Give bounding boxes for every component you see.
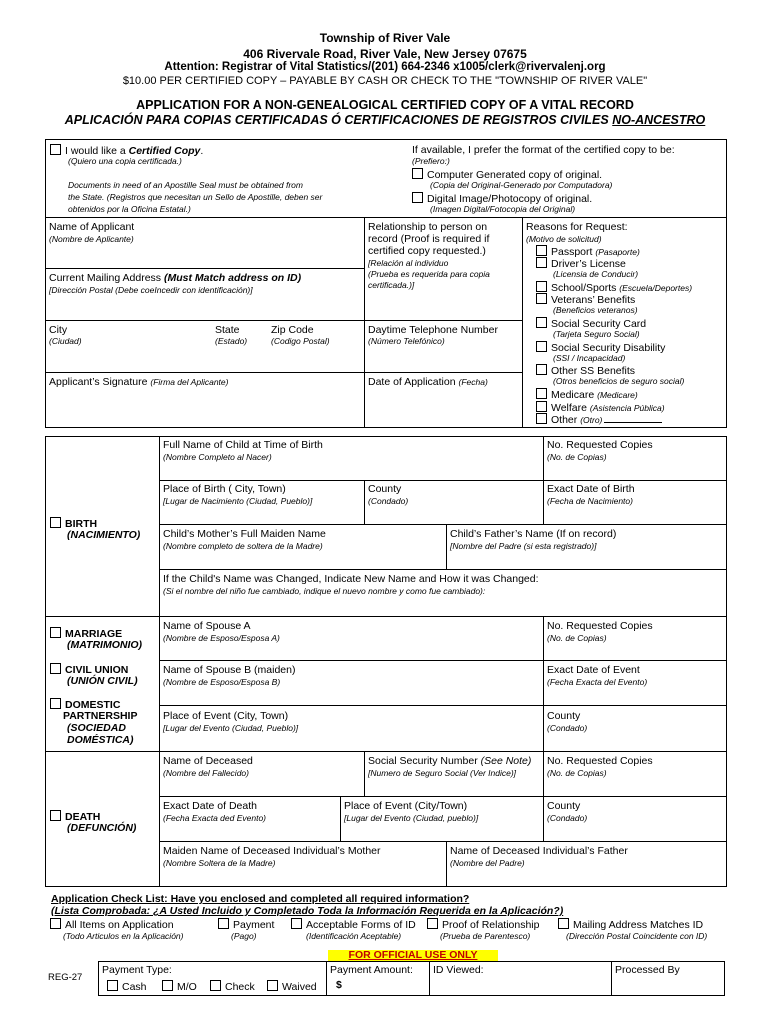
spouse-a-label: Name of Spouse A bbox=[163, 620, 251, 632]
welfare-checkbox[interactable] bbox=[536, 401, 547, 412]
deceased-father-field[interactable] bbox=[450, 870, 723, 884]
deceased-father-es: (Nombre del Padre) bbox=[450, 858, 525, 868]
phone-label: Daytime Telephone Number bbox=[368, 324, 498, 336]
official-use-banner: FOR OFFICIAL USE ONLY bbox=[328, 950, 498, 961]
father-name-field[interactable] bbox=[450, 553, 723, 567]
reason-other-ss-es: (Otros beneficios de seguro social) bbox=[553, 376, 685, 386]
checklist-title-es: (Lista Comprobada: ¿A Usted Incluido y Completado Toda la Información Requerida en la Aplicación?) bbox=[51, 905, 564, 917]
city-state-zip-field[interactable] bbox=[49, 349, 361, 370]
name-change-label: If the Child's Name was Changed, Indicate New Name and How it was Changed: bbox=[163, 573, 539, 585]
birth-copies-field[interactable] bbox=[547, 464, 723, 478]
check-proof[interactable]: Proof of Relationship bbox=[427, 918, 539, 931]
reason-ss-card-es: (Tarjeta Seguro Social) bbox=[553, 329, 640, 339]
death-county-es: (Condado) bbox=[547, 813, 588, 823]
reason-veterans[interactable]: Veterans’ Benefits bbox=[536, 293, 635, 306]
death-date-field[interactable] bbox=[163, 825, 336, 839]
all-items-checkbox[interactable] bbox=[50, 918, 61, 929]
apostille-note-3: obtenidos por la Oficina Estatal.) bbox=[68, 204, 191, 214]
mother-name-label: Child’s Mother’s Full Maiden Name bbox=[163, 528, 326, 540]
birth-county-es: (Condado) bbox=[368, 496, 409, 506]
birth-date-label: Exact Date of Birth bbox=[547, 483, 635, 495]
check-mailing-es: (Dirección Postal Coincidente con ID) bbox=[566, 931, 708, 941]
waived-checkbox[interactable] bbox=[267, 980, 278, 991]
form-title-es: APLICACIÓN PARA COPIAS CERTIFICADAS Ó CERTIFICACIONES DE REGISTROS CIVILES NO-ANCESTRO bbox=[64, 113, 706, 127]
birth-place-es: [Lugar de Nacimiento (Ciudad, Pueblo)] bbox=[163, 496, 313, 506]
death-place-es: [Lugar del Evento (Ciudad, pueblo)] bbox=[344, 813, 479, 823]
birth-county-field[interactable] bbox=[368, 508, 539, 522]
mailing-address-es: [Dirección Postal (Debe coeIncedir con identificación)] bbox=[49, 285, 253, 295]
event-place-es: [Lugar del Evento (Ciudad, Pueblo)] bbox=[163, 723, 299, 733]
reason-school-sports[interactable]: School/Sports (Escuela/Deportes) bbox=[536, 281, 692, 294]
death-copies-label: No. Requested Copies bbox=[547, 755, 653, 767]
passport-checkbox[interactable] bbox=[536, 245, 547, 256]
death-copies-field[interactable] bbox=[547, 780, 723, 794]
check-id-es: (Identificación Aceptable) bbox=[306, 931, 402, 941]
other-checkbox[interactable] bbox=[536, 413, 547, 424]
computer-copy-es: (Copia del Original-Generado por Computadora) bbox=[430, 180, 613, 190]
reasons-title-es: (Motivo de solicitud) bbox=[526, 234, 602, 244]
payment-check[interactable]: Check bbox=[210, 980, 255, 993]
spouse-b-field[interactable] bbox=[163, 689, 539, 703]
father-name-label: Child’s Father’s Name (If on record) bbox=[450, 528, 617, 540]
deceased-name-label: Name of Deceased bbox=[163, 755, 253, 767]
mother-name-es: (Nombre completo de soltera de la Madre) bbox=[163, 541, 323, 551]
death-option[interactable]: DEATH bbox=[50, 810, 100, 823]
apostille-note-1: Documents in need of an Apostille Seal must be obtained from bbox=[68, 180, 303, 190]
marriage-copies-es: (No. de Copias) bbox=[547, 633, 607, 643]
ssn-es: [Numero de Seguro Social (Ver Indice)] bbox=[368, 768, 517, 778]
check-all-items[interactable]: All Items on Application bbox=[50, 918, 174, 931]
domestic-label-es: (SOCIEDAD bbox=[67, 722, 126, 734]
certified-copy-option[interactable]: I would like a Certified Copy. bbox=[50, 144, 203, 157]
domestic-partnership-checkbox[interactable] bbox=[50, 698, 61, 709]
name-change-es: (Si el nombre del niño fue cambiado, indique el nuevo nombre y como fue cambiado): bbox=[163, 586, 486, 596]
birth-place-field[interactable] bbox=[163, 508, 360, 522]
reason-passport[interactable]: Passport (Pasaporte) bbox=[536, 245, 640, 258]
birth-place-label: Place of Birth ( City, Town) bbox=[163, 483, 286, 495]
ssn-label: Social Security Number (See Note) bbox=[368, 755, 532, 767]
spouse-b-label: Name of Spouse B (maiden) bbox=[163, 664, 296, 676]
death-place-field[interactable] bbox=[344, 825, 539, 839]
fee-line: $10.00 PER CERTIFIED COPY – PAYABLE BY CASH OR CHECK TO THE "TOWNSHIP OF RIVER VALE" bbox=[122, 75, 648, 87]
deceased-mother-label: Maiden Name of Deceased Individual’s Mother bbox=[163, 845, 381, 857]
reason-welfare[interactable]: Welfare (Asistencia Pública) bbox=[536, 401, 665, 414]
computer-copy-option[interactable]: Computer Generated copy of original. bbox=[412, 168, 602, 181]
birth-date-es: (Fecha de Nacimiento) bbox=[547, 496, 633, 506]
dollar-sign: $ bbox=[336, 979, 342, 991]
birth-date-field[interactable] bbox=[547, 508, 723, 522]
deceased-father-label: Name of Deceased Individual’s Father bbox=[450, 845, 628, 857]
ss-card-checkbox[interactable] bbox=[536, 317, 547, 328]
drivers-license-checkbox[interactable] bbox=[536, 257, 547, 268]
payment-amount-label: Payment Amount: bbox=[330, 964, 413, 976]
format-preference-es: (Prefiero:) bbox=[412, 156, 450, 166]
proof-relationship-checkbox[interactable] bbox=[427, 918, 438, 929]
event-date-label: Exact Date of Event bbox=[547, 664, 640, 676]
form-number: REG-27 bbox=[48, 972, 83, 983]
check-id[interactable]: Acceptable Forms of ID bbox=[291, 918, 416, 931]
civil-union-label-es: (UNIÓN CIVIL) bbox=[67, 675, 138, 687]
birth-copies-label: No. Requested Copies bbox=[547, 439, 653, 451]
signature-field[interactable] bbox=[49, 390, 361, 425]
township-name: Township of River Vale bbox=[319, 31, 451, 45]
check-mailing[interactable]: Mailing Address Matches ID bbox=[558, 918, 703, 931]
marriage-copies-field[interactable] bbox=[547, 645, 723, 658]
spouse-a-field[interactable] bbox=[163, 645, 539, 658]
marriage-label-es: (MATRIMONIO) bbox=[67, 639, 143, 651]
application-date-label: Date of Application (Fecha) bbox=[368, 376, 488, 388]
certified-copy-checkbox[interactable] bbox=[50, 144, 61, 155]
deceased-name-field[interactable] bbox=[163, 780, 360, 794]
reason-other[interactable]: Other (Otro) bbox=[536, 413, 662, 426]
applicant-name-field[interactable] bbox=[49, 246, 361, 266]
event-date-es: (Fecha Exacta del Evento) bbox=[547, 677, 648, 687]
reasons-title: Reasons for Request: bbox=[526, 221, 628, 233]
event-place-field[interactable] bbox=[163, 735, 539, 749]
marriage-county-label: County bbox=[547, 710, 581, 722]
deceased-name-es: (Nombre del Fallecido) bbox=[163, 768, 249, 778]
child-name-label: Full Name of Child at Time of Birth bbox=[163, 439, 323, 451]
state-es: (Estado) bbox=[215, 336, 248, 346]
mother-name-field[interactable] bbox=[163, 553, 442, 567]
domestic-partnership-option[interactable]: DOMESTIC bbox=[50, 698, 120, 711]
reason-ss-disability-es: (SSI / Incapacidad) bbox=[553, 353, 626, 363]
birth-checkbox[interactable] bbox=[50, 517, 61, 528]
attention-line: Attention: Registrar of Vital Statistics/(201) 664-2346 x1005/clerk@rivervalenj.org bbox=[164, 61, 606, 73]
id-viewed-label: ID Viewed: bbox=[433, 964, 484, 976]
marriage-checkbox[interactable] bbox=[50, 627, 61, 638]
reason-ss-card[interactable]: Social Security Card bbox=[536, 317, 646, 330]
city-es: (Ciudad) bbox=[49, 336, 82, 346]
payment-checkbox[interactable] bbox=[218, 918, 229, 929]
reason-license-es: (Licensia de Conducir) bbox=[553, 269, 639, 279]
digital-copy-checkbox[interactable] bbox=[412, 192, 423, 203]
civil-union-checkbox[interactable] bbox=[50, 663, 61, 674]
relationship-es-2: (Prueba es requerida para copia bbox=[368, 269, 490, 279]
digital-copy-es: (Imagen Digital/Fotocopia del Original) bbox=[430, 204, 576, 214]
other-ss-checkbox[interactable] bbox=[536, 364, 547, 375]
reason-veterans-es: (Beneficios veteranos) bbox=[553, 305, 638, 315]
city-label: City bbox=[49, 324, 68, 336]
relationship-es-1: [Relación al individuo bbox=[368, 258, 449, 268]
marriage-county-field[interactable] bbox=[547, 735, 723, 749]
mailing-address-field[interactable] bbox=[49, 298, 361, 318]
relationship-label-1: Relationship to person on bbox=[368, 221, 488, 233]
death-date-label: Exact Date of Death bbox=[163, 800, 257, 812]
relationship-es-3: certificada.)] bbox=[368, 280, 415, 290]
deceased-mother-field[interactable] bbox=[163, 870, 442, 884]
digital-copy-option[interactable]: Digital Image/Photocopy of original. bbox=[412, 192, 592, 205]
phone-es: (Número Telefónico) bbox=[368, 336, 445, 346]
event-place-label: Place of Event (City, Town) bbox=[163, 710, 289, 722]
spouse-b-es: (Nombre de Esposo/Esposa B) bbox=[163, 677, 281, 687]
event-date-field[interactable] bbox=[547, 689, 723, 703]
acceptable-id-checkbox[interactable] bbox=[291, 918, 302, 929]
application-date-field[interactable] bbox=[368, 390, 518, 425]
death-county-label: County bbox=[547, 800, 581, 812]
zip-label: Zip Code bbox=[271, 324, 314, 336]
mailing-address-label: Current Mailing Address (Must Match address on ID) bbox=[49, 272, 302, 284]
civil-union-option[interactable]: CIVIL UNION bbox=[50, 663, 128, 676]
domestic-label-2: PARTNERSHIP bbox=[63, 710, 138, 722]
birth-copies-es: (No. de Copias) bbox=[547, 452, 607, 462]
mo-checkbox[interactable] bbox=[162, 980, 173, 991]
check-payment-es: (Pago) bbox=[231, 931, 257, 941]
veterans-checkbox[interactable] bbox=[536, 293, 547, 304]
phone-field[interactable] bbox=[368, 349, 518, 370]
checklist-title: Application Check List: Have you enclosed and completed all required information? bbox=[51, 893, 470, 905]
check-payment[interactable]: Payment bbox=[218, 918, 274, 931]
death-copies-es: (No. de Copias) bbox=[547, 768, 607, 778]
deceased-mother-es: (Nombre Soltera de la Madre) bbox=[163, 858, 276, 868]
marriage-option[interactable]: MARRIAGE bbox=[50, 627, 122, 640]
school-sports-checkbox[interactable] bbox=[536, 281, 547, 292]
ss-disability-checkbox[interactable] bbox=[536, 341, 547, 352]
computer-copy-checkbox[interactable] bbox=[412, 168, 423, 179]
signature-label: Applicant’s Signature (Firma del Aplicante) bbox=[49, 376, 229, 388]
death-county-field[interactable] bbox=[547, 825, 723, 839]
applicant-name-label: Name of Applicant bbox=[49, 221, 135, 233]
applicant-name-es: (Nombre de Aplicante) bbox=[49, 234, 134, 244]
death-label-es: (DEFUNCIÓN) bbox=[67, 822, 137, 834]
payment-cash[interactable]: Cash bbox=[107, 980, 147, 993]
relationship-label-3: certified copy requested.) bbox=[368, 245, 486, 257]
marriage-copies-label: No. Requested Copies bbox=[547, 620, 653, 632]
processed-by-label: Processed By bbox=[615, 964, 680, 976]
child-name-field[interactable] bbox=[163, 464, 539, 478]
reason-ss-disability[interactable]: Social Security Disability bbox=[536, 341, 665, 354]
death-place-label: Place of Event (City/Town) bbox=[344, 800, 468, 812]
payment-waived[interactable]: Waived bbox=[267, 980, 317, 993]
spouse-a-es: (Nombre de Esposo/Esposa A) bbox=[163, 633, 280, 643]
check-proof-es: (Prueba de Parentesco) bbox=[440, 931, 531, 941]
state-label: State bbox=[215, 324, 240, 336]
format-preference: If available, I prefer the format of the certified copy to be: bbox=[412, 144, 675, 156]
office-address: 406 Rivervale Road, River Vale, New Jersey 07675 bbox=[243, 47, 527, 61]
certified-copy-es: (Quiero una copia certificada.) bbox=[68, 156, 182, 166]
death-date-es: (Fecha Exacta ded Evento) bbox=[163, 813, 267, 823]
child-name-es: (Nombre Completo al Nacer) bbox=[163, 452, 272, 462]
birth-county-label: County bbox=[368, 483, 402, 495]
check-checkbox[interactable] bbox=[210, 980, 221, 991]
mailing-matches-checkbox[interactable] bbox=[558, 918, 569, 929]
form-title-en: APPLICATION FOR A NON-GENEALOGICAL CERTIFIED COPY OF A VITAL RECORD bbox=[136, 98, 634, 112]
marriage-county-es: (Condado) bbox=[547, 723, 588, 733]
medicare-checkbox[interactable] bbox=[536, 388, 547, 399]
payment-mo[interactable]: M/O bbox=[162, 980, 197, 993]
relationship-field[interactable] bbox=[368, 292, 518, 318]
payment-type-label: Payment Type: bbox=[102, 964, 172, 976]
ssn-field[interactable] bbox=[368, 780, 539, 794]
check-all-items-es: (Todo Articulos en la Aplicación) bbox=[63, 931, 184, 941]
death-checkbox[interactable] bbox=[50, 810, 61, 821]
reason-drivers-license[interactable]: Driver’s License bbox=[536, 257, 626, 270]
zip-es: (Codigo Postal) bbox=[271, 336, 330, 346]
cash-checkbox[interactable] bbox=[107, 980, 118, 991]
father-name-es: [Nombre del Padre (si esta registrado)] bbox=[450, 541, 597, 551]
reason-medicare[interactable]: Medicare (Medicare) bbox=[536, 388, 638, 401]
birth-label-es: (NACIMIENTO) bbox=[67, 529, 141, 541]
apostille-note-2: the State. (Registros que necesitan un Sello de Apostille, deben ser bbox=[68, 192, 323, 202]
name-change-field[interactable] bbox=[163, 598, 723, 614]
reason-other-ss[interactable]: Other SS Benefits bbox=[536, 364, 635, 377]
birth-option[interactable]: BIRTH bbox=[50, 517, 97, 530]
relationship-label-2: record (Proof is required if bbox=[368, 233, 490, 245]
domestic-label-es-2: DOMÉSTICA) bbox=[67, 734, 134, 746]
